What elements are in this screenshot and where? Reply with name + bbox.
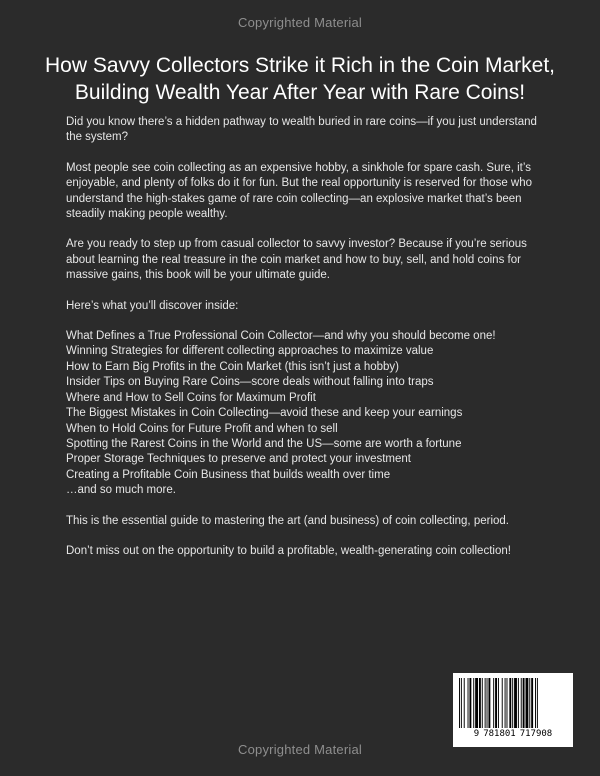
title-line-1: How Savvy Collectors Strike it Rich in the Coin Market, — [45, 54, 555, 77]
list-item: Winning Strategies for different collecting approaches to maximize value — [66, 345, 434, 358]
list-item: What Defines a True Professional Coin Collector—and why you should become one! — [66, 330, 496, 343]
paragraph-intro: Did you know there’s a hidden pathway to wealth buried in rare coins—if you just understand the system? — [66, 116, 537, 144]
blurb-body — [66, 115, 556, 574]
feature-list — [66, 329, 556, 498]
paragraph-hobby: Most people see coin collecting as an expensive hobby, a sinkhole for spare cash. Sure, it’s enjoyable, and plenty of folks do it for fun. But the real opportunity is reserved for those who understand the high-stakes game of rare coin collecting—an explosive market that’s been steadily making people wealthy. — [66, 161, 533, 221]
list-item: When to Hold Coins for Future Profit and when to sell — [66, 422, 338, 435]
paragraph-essential: This is the essential guide to mastering the art (and business) of coin collecting, period. — [66, 514, 509, 527]
watermark-top: Copyrighted Material — [238, 15, 362, 30]
back-cover-title — [30, 52, 570, 106]
list-item: Proper Storage Techniques to preserve and protect your investment — [66, 453, 411, 466]
list-item: Insider Tips on Buying Rare Coins—score deals without falling into traps — [66, 376, 434, 389]
isbn-group-left: 781801 — [483, 729, 516, 739]
barcode-bars — [457, 678, 569, 730]
list-item: Where and How to Sell Coins for Maximum Profit — [66, 391, 316, 404]
list-item: The Biggest Mistakes in Coin Collecting—avoid these and keep your earnings — [66, 407, 463, 420]
title-line-2: Building Wealth Year After Year with Rare Coins! — [74, 81, 526, 104]
list-item: …and so much more. — [66, 484, 176, 497]
isbn-number — [453, 729, 573, 739]
watermark-bottom: Copyrighted Material — [238, 742, 362, 757]
list-item: How to Earn Big Profits in the Coin Market (this isn’t just a hobby) — [66, 360, 400, 373]
paragraph-investor: Are you ready to step up from casual collector to savvy investor? Because if you’re serious about learning the real treasure in the coin market and how to buy, sell, and hold coins for massive gains, this book will be your ultimate guide. — [66, 238, 527, 282]
isbn-digit-prefix: 9 — [473, 729, 480, 739]
list-item: Spotting the Rarest Coins in the World and the US—some are worth a fortune — [66, 437, 462, 450]
list-item: Creating a Profitable Coin Business that builds wealth over time — [66, 468, 391, 481]
isbn-group-right: 717908 — [519, 729, 553, 739]
isbn-barcode — [453, 673, 573, 747]
paragraph-discover: Here’s what you’ll discover inside: — [66, 299, 239, 312]
paragraph-call-to-action: Don’t miss out on the opportunity to build a profitable, wealth-generating coin collection! — [66, 544, 511, 557]
